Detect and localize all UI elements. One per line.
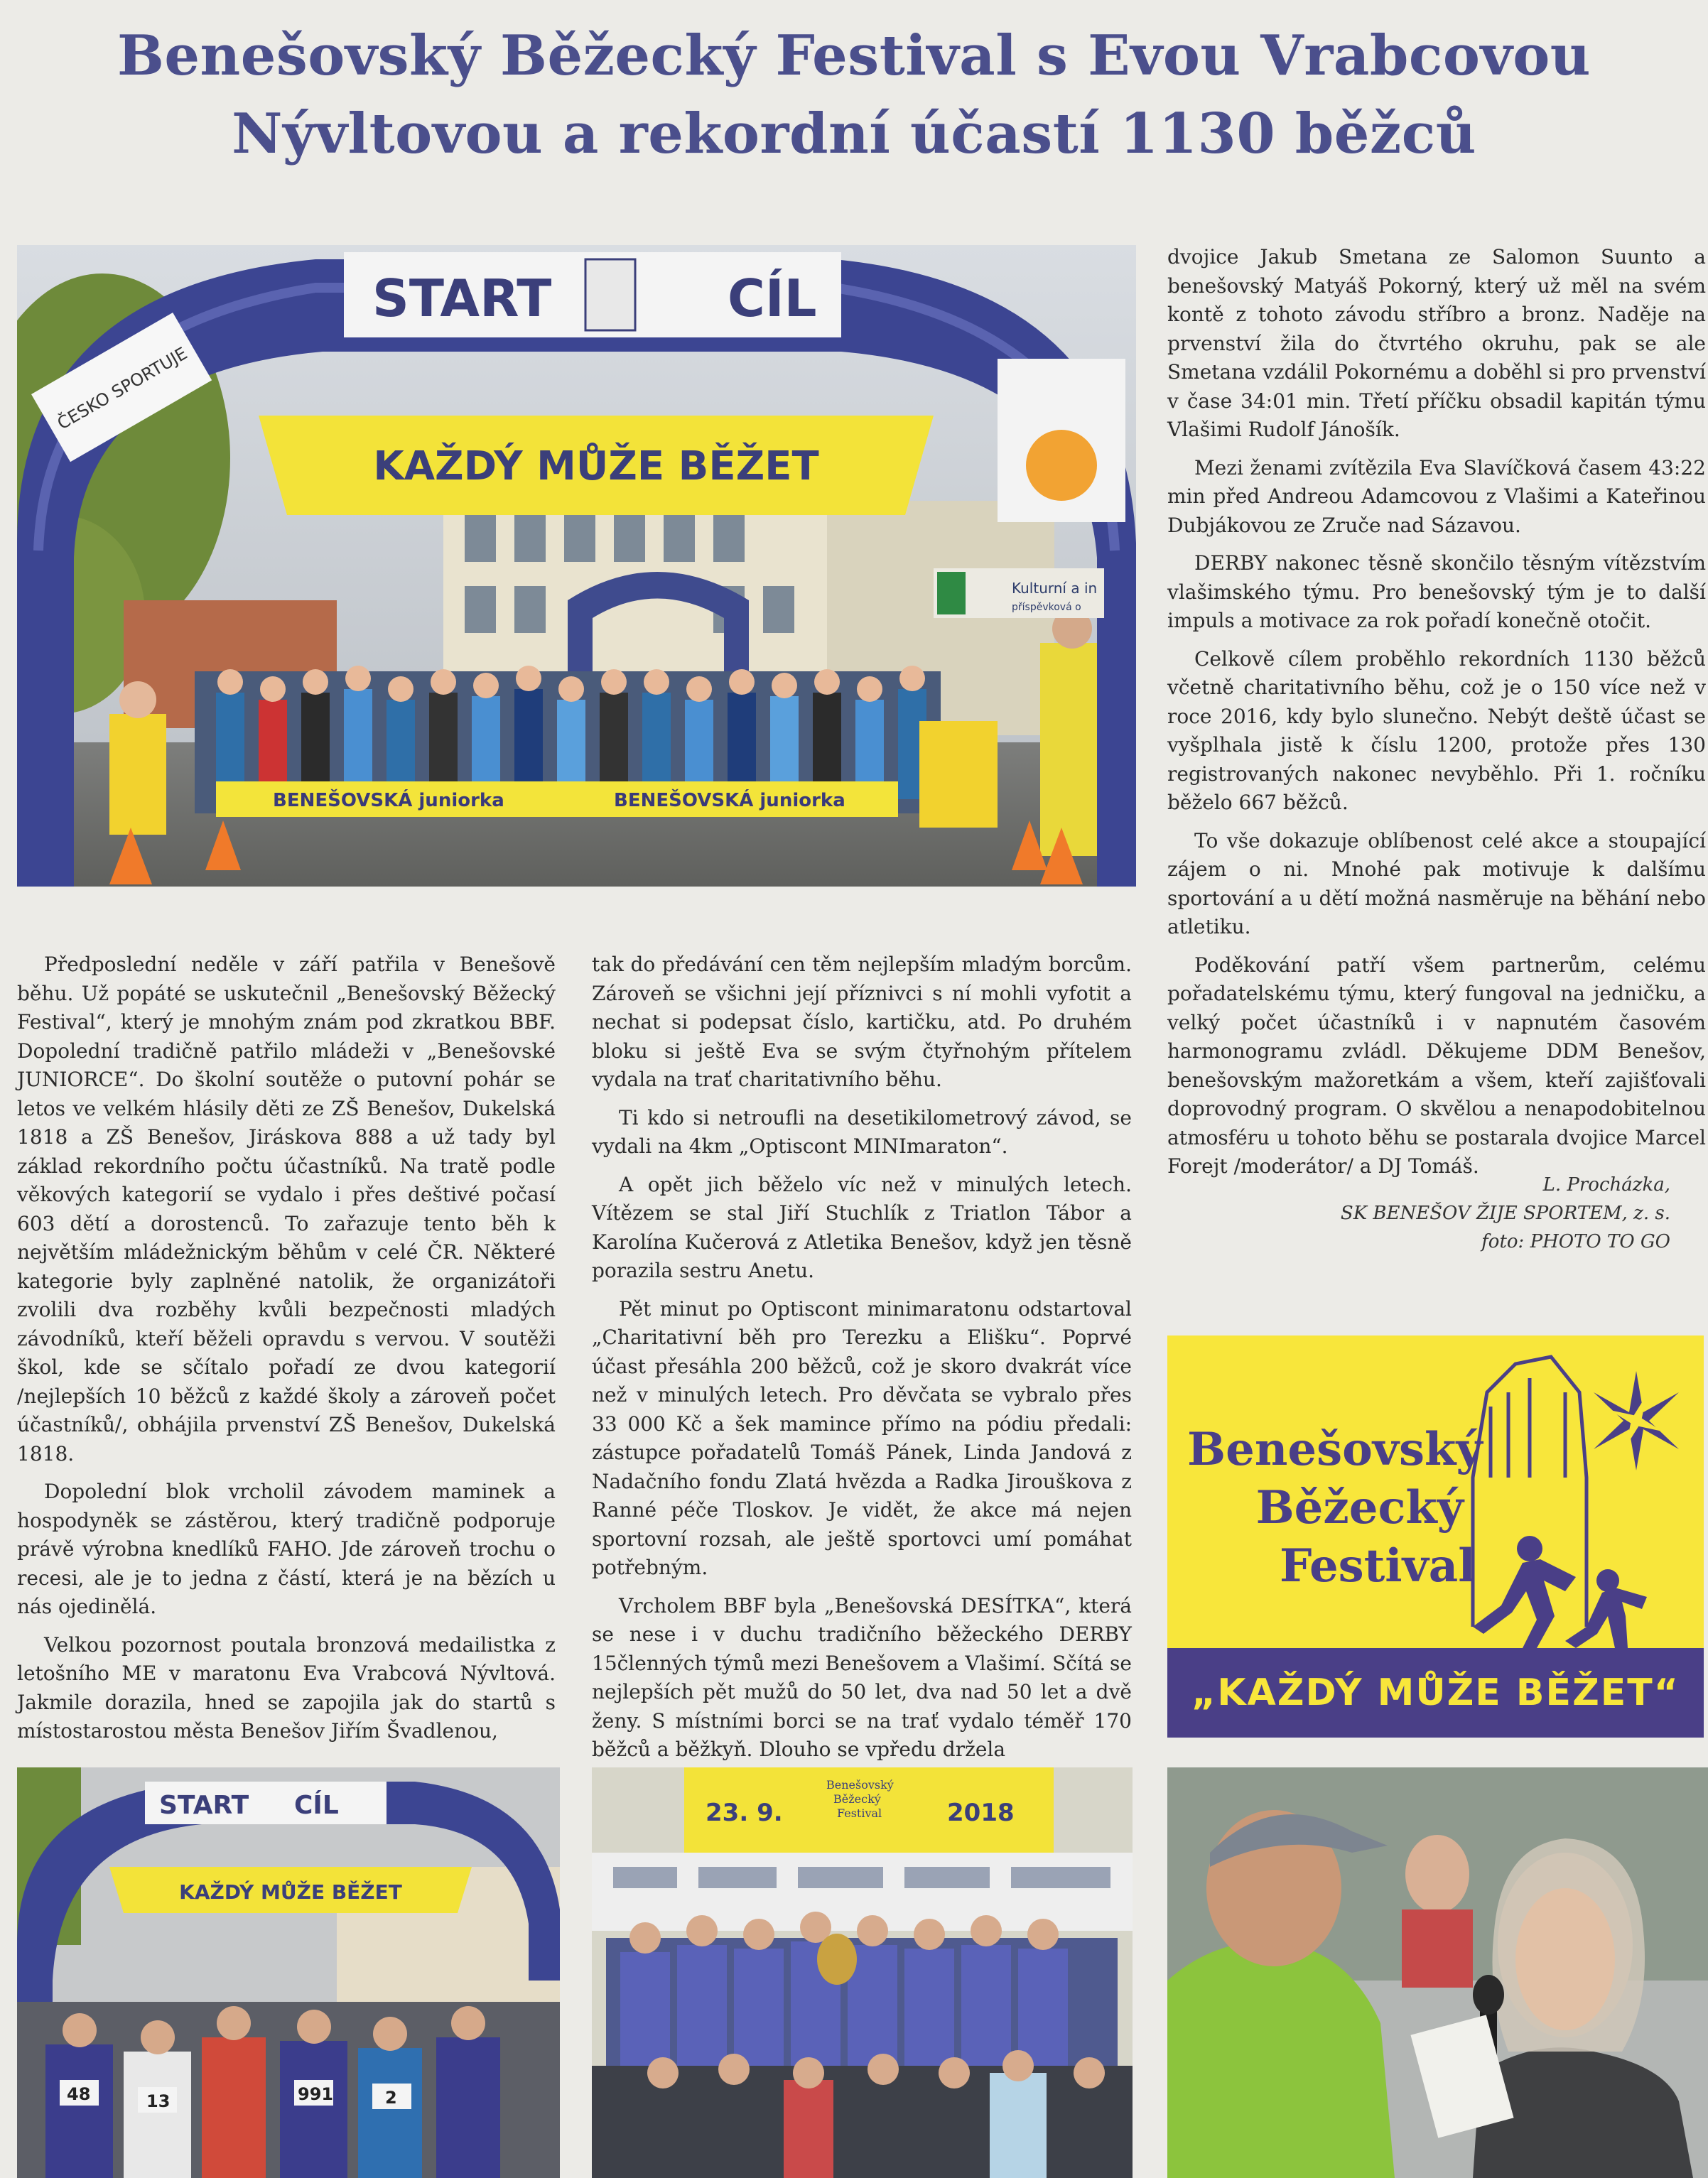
article-credits xyxy=(1167,1171,1670,1256)
article-paragraph: To vše dokazuje oblíbenost celé akce a stoupající zájem o ni. Mnohé pak motivuje k dalšímu sportování a u dětí možná nasměruje na běhání nebo atletiku. xyxy=(1167,828,1706,938)
festival-logo xyxy=(1167,1335,1704,1738)
main-photo xyxy=(17,245,1136,887)
article-paragraph: tak do předávání cen těm nejlepším mladým borcům. Zároveň se všichni její příznivci s ní mohli vyfotit a nechat si podepsat číslo, kartičku, atd. Po druhém bloku si ještě Eva se svým čtyřnohým přítelem vydala na trať charitativního běhu. xyxy=(592,953,1132,1091)
article-paragraph: A opět jich běželo víc než v minulých letech. Vítězem se stal Jiří Stuchlík z Triatlon Tábor a Karolína Kučerová z Atletika Benešov, když jen těsně porazila sestru Anetu. xyxy=(592,1172,1132,1282)
backdrop-year-text: 2018 xyxy=(947,1799,1015,1827)
arch-finish-text: CÍL xyxy=(728,269,817,328)
credit-photo: foto: PHOTO TO GO xyxy=(1481,1231,1670,1252)
article-paragraph: Předposlední neděle v září patřila v Benešově běhu. Už popáté se uskutečnil „Benešovský Běžecký Festival“, který je mnohým znám pod zkratkou BBF. Dopolední tradičně patřilo mládeži v „Benešovské JUNIORCE“. Do školní soutěže o putovní pohár se letos ve velkém hlásily děti ze ZŠ Benešov, Dukelská 1818 a ZŠ Benešov, Jiráskova 888 a už tady byl základ rekordního počtu účastníků. Na tratě podle věkových kategorií se vydalo i přes deštivé počasí 603 dětí a dorostenců. To zařazuje tento běh k největším mládežnickým běhům v celé ČR. Některé kategorie byly zaplněné natolik, že organizátoři zvolili dva rozběhy kvůli bezpečnosti mladých závodníků, kteří běželi opravdu s vervou. V soutěži škol, kde se sčítalo pořadí ze dvou kategorií /nejlepších 10 běžců z každé školy a zároveň počet účastníků/, obhájila prvenství ZŠ Benešov, Dukelská 1818. xyxy=(17,953,556,1465)
festival-logo-line-1: Benešovský xyxy=(1187,1423,1483,1476)
article-paragraph: dvojice Jakub Smetana ze Salomon Suunto a benešovský Matyáš Pokorný, který už měl na svém kontě z tohoto závodu stříbro a bronz. Naděje na prvenství žila do čtvrtého okruhu, pak se ale Smetana vzdálil Pokornému a doběhl si pro prvenství v čase 34:01 min. Třetí příčku obsadil kapitán týmu Vlašimi Rudolf Jánošík. xyxy=(1167,245,1706,441)
runners-icon xyxy=(1473,1536,1647,1648)
arch-start-text: START xyxy=(159,1791,249,1820)
article-paragraph: Velkou pozornost poutala bronzová medailistka z letošního ME v maratonu Eva Vrabcová Nývltová. Jakmile dorazila, hned se zapojila jak do startů s místostarostou města Benešov Jiřím Švadlenou, xyxy=(17,1632,556,1743)
credit-author: L. Procházka, xyxy=(1542,1174,1670,1196)
headline xyxy=(0,17,1708,173)
credit-organization: SK BENEŠOV ŽIJE SPORTEM, z. s. xyxy=(1340,1203,1670,1224)
article-paragraph: Vrcholem BBF byla „Benešovská DESÍTKA“, která se nese i v duchu tradičního běžeckého DERBY 15členných týmů mezi Benešovem a Vlašimí. Sčítá se nejlepších pět mužů do 50 let, dva nad 50 let a dvě ženy. S místními borci se na trať vydalo téměř 170 běžců a běžkyň. Dlouho se vpředu držela xyxy=(592,1593,1132,1761)
interview-photo xyxy=(1167,1767,1708,2178)
backdrop-logo-line-1: Benešovský xyxy=(826,1778,894,1792)
article-paragraph: Ti kdo si netroufli na desetikilometrový závod, se vydali na 4km „Optiscont MINImaraton“. xyxy=(592,1105,1132,1158)
ribbon-right-text: BENEŠOVSKÁ juniorka xyxy=(614,790,845,811)
bib-number: 991 xyxy=(298,2084,334,2104)
star-icon xyxy=(1594,1371,1679,1470)
building-sign-small-text: příspěvková o xyxy=(1012,602,1081,613)
arch-start-text: START xyxy=(372,269,552,328)
article-paragraph: Celkově cílem proběhlo rekordních 1130 běžců včetně charitativního běhu, což je o 150 více než v roce 2016, kdy bylo slunečno. Nebýt deště účast se vyšplhala jistě k číslu 1200, protože přes 130 registrovaných nakonec nevyběhlo. Při 1. ročníku běželo 667 běžců. xyxy=(1167,646,1706,814)
article-column-3 xyxy=(1167,243,1706,1191)
bib-number: 2 xyxy=(385,2088,397,2108)
ribbon-left-text: BENEŠOVSKÁ juniorka xyxy=(273,790,504,811)
article-column-1 xyxy=(17,950,556,1755)
article-paragraph: Dopolední blok vrcholil závodem maminek a hospodyněk se zástěrou, který tradičně podporuje právě výrobna knedlíků FAHO. Jde zároveň trochu o recesi, ale je to jedna z částí, která je na bězích u nás ojedinělá. xyxy=(17,1480,556,1618)
runners-start-photo xyxy=(17,1767,560,2178)
article-paragraph: DERBY nakonec těsně skončilo těsným vítězstvím vlašimského týmu. Pro benešovský tým je to další impuls a motivace za rok pořadí konečně otočit. xyxy=(1167,551,1706,632)
headline-line-1: Benešovský Běžecký Festival s Evou Vrabcovou xyxy=(117,23,1591,88)
article-paragraph: Poděkování patří všem partnerům, celému pořadatelskému týmu, který fungoval na jedničku, a velký počet účastníků i v napnutém časovém harmonogramu zvládl. Děkujeme DDM Benešov, benešovským mažoretkám a všem, kteří zajišťovali doprovodný program. O skvělou a nenapodobitelnou atmosféru u tohoto běhu se postarala dvojice Marcel Forejt /moderátor/ a DJ Tomáš. xyxy=(1167,953,1706,1178)
arch-banner-text: KAŽDÝ MŮŽE BĚŽET xyxy=(373,443,819,489)
team-photo xyxy=(592,1767,1133,2178)
festival-logo-line-3: Festival xyxy=(1280,1539,1476,1593)
headline-line-2: Nývltovou a rekordní účastí 1130 běžců xyxy=(232,102,1476,166)
festival-logo-title xyxy=(1187,1421,1483,1595)
backdrop-date-text: 23. 9. xyxy=(706,1799,783,1827)
arch-finish-text: CÍL xyxy=(294,1791,339,1820)
festival-logo-line-2: Běžecký xyxy=(1255,1481,1464,1534)
bib-number: 13 xyxy=(146,2091,171,2111)
article-column-2 xyxy=(592,950,1132,1774)
festival-slogan: „KAŽDÝ MŮŽE BĚŽET“ xyxy=(1167,1648,1704,1738)
building-sign-text: Kulturní a in xyxy=(1012,580,1098,597)
arch-banner-text: KAŽDÝ MŮŽE BĚŽET xyxy=(179,1880,402,1904)
article-paragraph: Mezi ženami zvítězila Eva Slavíčková časem 43:22 min před Andreou Adamcovou z Vlašimi a Kateřinou Dubjákovou ze Zruče nad Sázavou. xyxy=(1167,455,1706,537)
bib-number: 48 xyxy=(67,2084,91,2104)
article-paragraph: Pět minut po Optiscont minimaratonu odstartoval „Charitativní běh pro Terezku a Elišku“. Poprvé účast přesáhla 200 běžců, což je skoro dvakrát více než v minulých letech. Pro děvčata se vybralo přes 33 000 Kč a šek mamince přímo na pódiu předali: zástupce pořadatelů Tomáš Pánek, Linda Jandová z Nadačního fondu Zlatá hvězda a Radka Jirouškova z Ranné péče Tloskov. Je vidět, že akce má nejen sportovní rozsah, ale ještě sportovci umí pomáhat potřebným. xyxy=(592,1296,1132,1579)
backdrop-logo-line-2: Běžecký xyxy=(833,1792,881,1806)
backdrop-logo-line-3: Festival xyxy=(837,1806,882,1820)
arch-left-text: ČESKO SPORTUJE xyxy=(53,343,191,434)
